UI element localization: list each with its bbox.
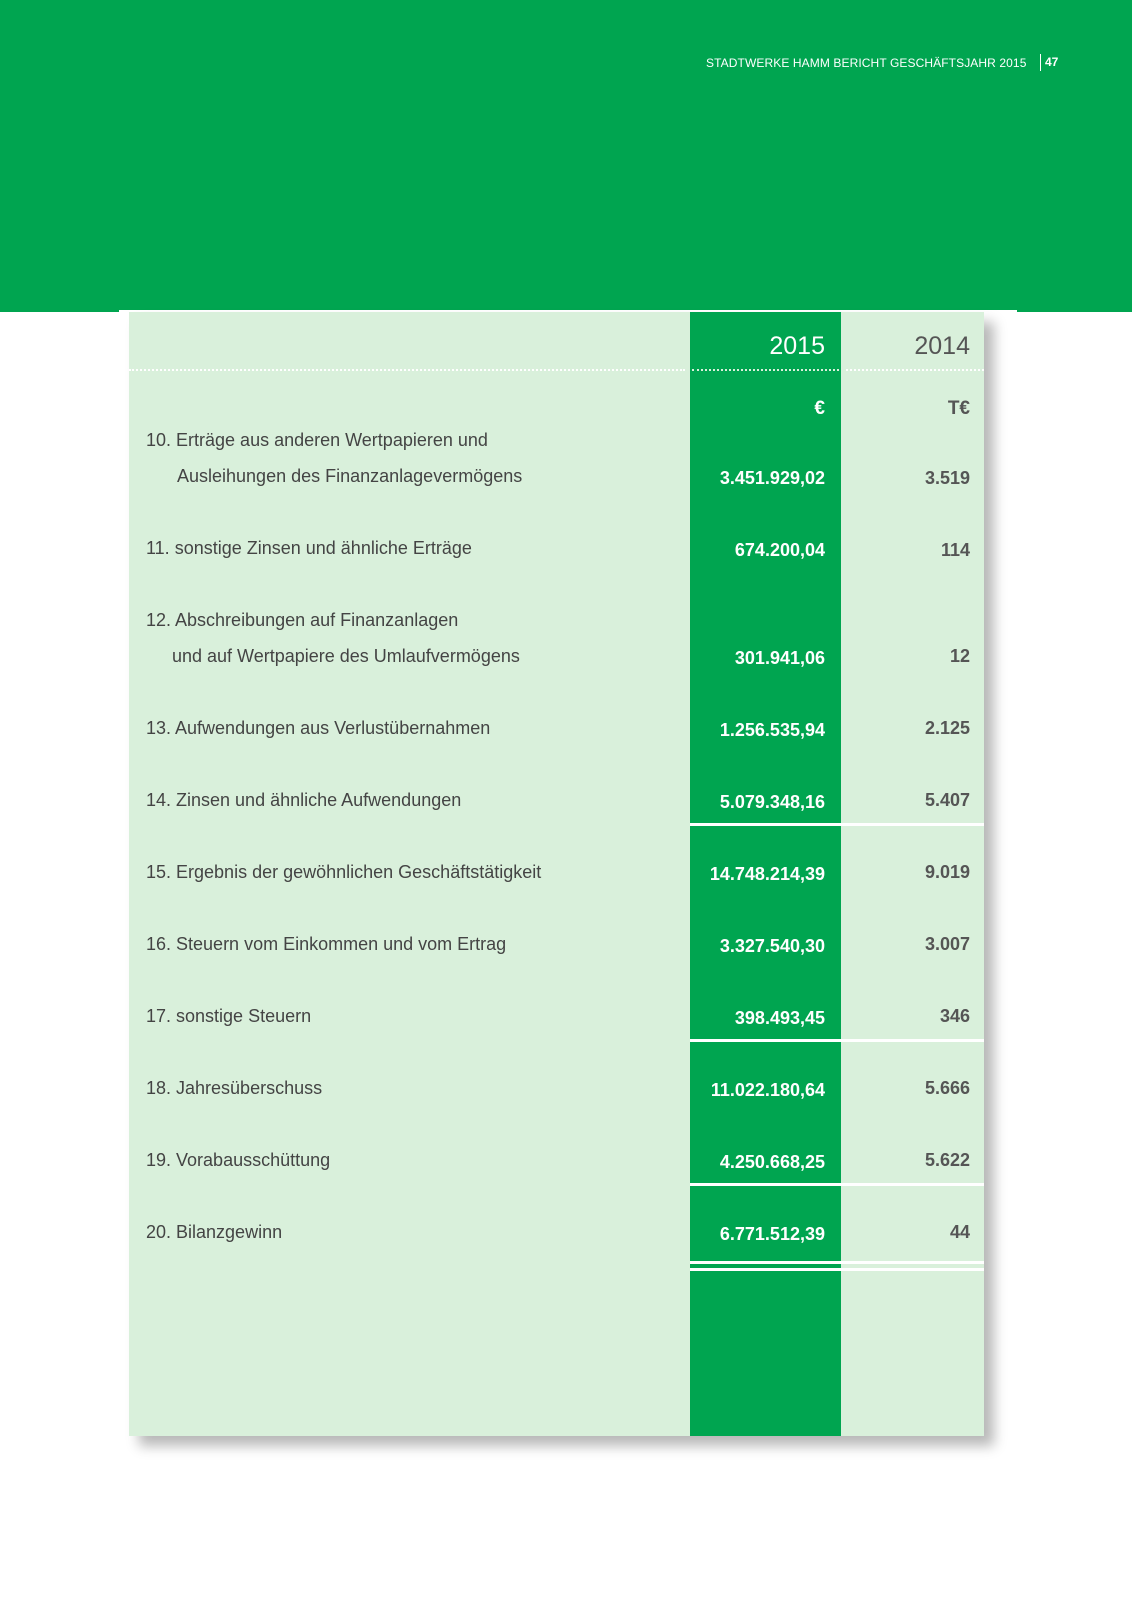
unit-2014: T€ bbox=[947, 398, 970, 419]
value-2014: 5.622 bbox=[924, 1150, 970, 1170]
header-divider bbox=[846, 369, 984, 371]
value-2014: 9.019 bbox=[924, 862, 970, 882]
subtotal-rule bbox=[690, 1183, 984, 1186]
column-header-2015: 2015 bbox=[769, 332, 825, 360]
value-2015: 14.748.214,39 bbox=[709, 864, 825, 884]
column-header-2014: 2014 bbox=[914, 332, 970, 360]
value-2014: 346 bbox=[939, 1006, 970, 1026]
unit-2015: € bbox=[814, 398, 825, 419]
value-2015: 5.079.348,16 bbox=[719, 792, 825, 812]
income-statement-table bbox=[129, 312, 984, 1436]
value-2015: 674.200,04 bbox=[734, 540, 825, 560]
value-2015: 301.941,06 bbox=[734, 648, 825, 668]
header-divider bbox=[692, 369, 839, 371]
value-2015: 11.022.180,64 bbox=[710, 1080, 825, 1100]
row-label: 19. Vorabausschüttung bbox=[146, 1150, 331, 1170]
value-2014: 5.666 bbox=[924, 1078, 970, 1098]
value-2014: 5.407 bbox=[924, 790, 970, 810]
page-number: 47 bbox=[1040, 54, 1058, 71]
value-2015: 3.327.540,30 bbox=[719, 936, 825, 956]
row-label: 10. Erträge aus anderen Wertpapieren und bbox=[146, 430, 488, 450]
value-2015: 1.256.535,94 bbox=[719, 720, 825, 740]
subtotal-rule bbox=[690, 823, 984, 826]
row-label: 20. Bilanzgewinn bbox=[146, 1222, 283, 1242]
row-label: 18. Jahresüberschuss bbox=[146, 1078, 323, 1098]
value-2014: 3.007 bbox=[924, 934, 970, 954]
row-label: 12. Abschreibungen auf Finanzanlagen bbox=[146, 610, 459, 630]
row-label: 16. Steuern vom Einkommen und vom Ertrag bbox=[146, 934, 507, 954]
subtotal-rule bbox=[690, 1039, 984, 1042]
total-rule bbox=[690, 1261, 984, 1264]
total-rule bbox=[690, 1268, 984, 1271]
value-2015: 4.250.668,25 bbox=[719, 1152, 825, 1172]
value-2014: 3.519 bbox=[924, 468, 970, 488]
row-label: 15. Ergebnis der gewöhnlichen Geschäftstätigkeit bbox=[146, 862, 542, 882]
row-label: 14. Zinsen und ähnliche Aufwendungen bbox=[146, 790, 462, 810]
report-title: STADTWERKE HAMM BERICHT GESCHÄFTSJAHR 2015 bbox=[706, 56, 1027, 70]
row-label: 17. sonstige Steuern bbox=[146, 1006, 312, 1026]
value-2014: 12 bbox=[949, 646, 970, 666]
row-label-continuation: Ausleihungen des Finanzanlagevermögens bbox=[177, 466, 523, 486]
value-2015: 3.451.929,02 bbox=[719, 468, 825, 488]
row-label-continuation: und auf Wertpapiere des Umlaufvermögens bbox=[172, 646, 520, 666]
value-2015: 398.493,45 bbox=[734, 1008, 825, 1028]
header-band bbox=[0, 0, 1132, 312]
value-2014: 2.125 bbox=[924, 718, 970, 738]
value-2015: 6.771.512,39 bbox=[719, 1224, 825, 1244]
row-label: 13. Aufwendungen aus Verlustübernahmen bbox=[146, 718, 491, 738]
row-label: 11. sonstige Zinsen und ähnliche Erträge bbox=[146, 538, 472, 558]
value-2014: 44 bbox=[949, 1222, 970, 1242]
value-2014: 114 bbox=[940, 540, 970, 560]
header-divider bbox=[129, 369, 685, 371]
